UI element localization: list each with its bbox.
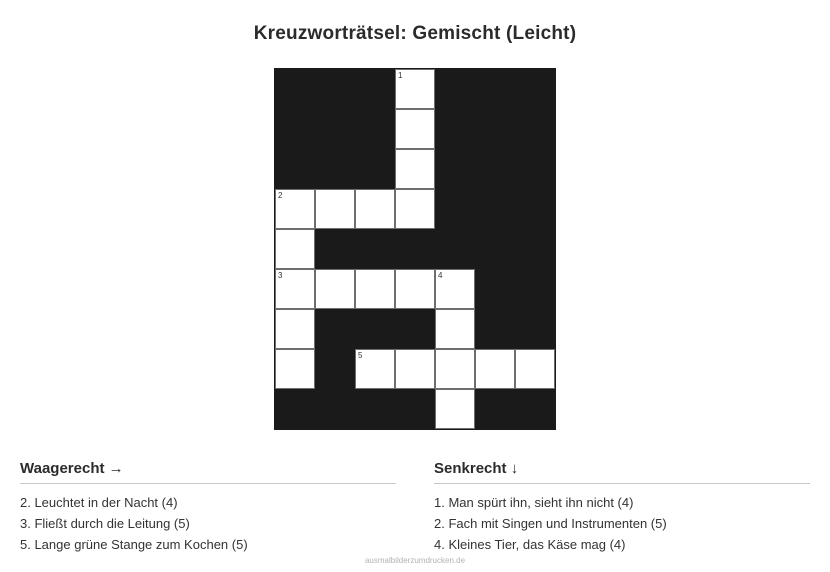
crossword-cell[interactable] bbox=[395, 349, 435, 389]
crossword-block bbox=[275, 69, 315, 109]
crossword-block bbox=[515, 149, 555, 189]
crossword-cell[interactable] bbox=[275, 309, 315, 349]
crossword-block bbox=[315, 149, 355, 189]
crossword-cell[interactable] bbox=[395, 149, 435, 189]
crossword-block bbox=[435, 229, 475, 269]
crossword-cell[interactable] bbox=[355, 269, 395, 309]
cell-number: 5 bbox=[358, 351, 363, 360]
crossword-cell[interactable] bbox=[355, 349, 395, 389]
clue-item: 5. Lange grüne Stange zum Kochen (5) bbox=[20, 537, 248, 552]
crossword-block bbox=[355, 229, 395, 269]
crossword-cell[interactable] bbox=[355, 189, 395, 229]
footer-watermark: ausmalbilderzumdrucken.de bbox=[364, 556, 466, 565]
clue-item: 1. Man spürt ihn, sieht ihn nicht (4) bbox=[434, 495, 634, 510]
crossword-cell[interactable] bbox=[315, 189, 355, 229]
crossword-cell[interactable] bbox=[395, 109, 435, 149]
crossword-block bbox=[315, 349, 355, 389]
crossword-cell[interactable] bbox=[315, 269, 355, 309]
crossword-block bbox=[435, 69, 475, 109]
crossword-block bbox=[315, 109, 355, 149]
clues-down-heading: Senkrecht ↓ bbox=[434, 460, 810, 484]
crossword-block bbox=[355, 109, 395, 149]
crossword-grid-container bbox=[0, 68, 830, 430]
clue-item: 3. Fließt durch die Leitung (5) bbox=[20, 516, 190, 531]
crossword-block bbox=[355, 69, 395, 109]
cell-number: 2 bbox=[278, 191, 283, 200]
crossword-cell[interactable] bbox=[395, 269, 435, 309]
crossword-block bbox=[475, 149, 515, 189]
crossword-cell[interactable] bbox=[275, 269, 315, 309]
crossword-block bbox=[395, 389, 435, 429]
clues-across-heading: Waagerecht → bbox=[20, 460, 396, 484]
crossword-block bbox=[475, 229, 515, 269]
crossword-block bbox=[435, 109, 475, 149]
crossword-cell[interactable] bbox=[515, 349, 555, 389]
crossword-block bbox=[515, 229, 555, 269]
crossword-cell[interactable] bbox=[435, 269, 475, 309]
crossword-grid[interactable] bbox=[274, 68, 556, 430]
crossword-block bbox=[355, 309, 395, 349]
crossword-cell[interactable] bbox=[475, 349, 515, 389]
crossword-cell[interactable] bbox=[275, 349, 315, 389]
cell-number: 3 bbox=[278, 271, 283, 280]
crossword-block bbox=[435, 189, 475, 229]
crossword-block bbox=[275, 149, 315, 189]
crossword-block bbox=[475, 389, 515, 429]
cell-number: 4 bbox=[438, 271, 443, 280]
crossword-block bbox=[355, 149, 395, 189]
crossword-block bbox=[395, 229, 435, 269]
crossword-block bbox=[395, 309, 435, 349]
crossword-block bbox=[475, 309, 515, 349]
crossword-block bbox=[275, 389, 315, 429]
crossword-block bbox=[355, 389, 395, 429]
clue-item: 2. Fach mit Singen und Instrumenten (5) bbox=[434, 516, 667, 531]
clues-down bbox=[434, 460, 810, 557]
crossword-cell[interactable] bbox=[275, 189, 315, 229]
crossword-block bbox=[435, 149, 475, 189]
crossword-block bbox=[475, 269, 515, 309]
crossword-block bbox=[275, 109, 315, 149]
crossword-cell[interactable] bbox=[435, 309, 475, 349]
crossword-block bbox=[315, 69, 355, 109]
clue-item: 4. Kleines Tier, das Käse mag (4) bbox=[434, 537, 626, 552]
crossword-block bbox=[515, 189, 555, 229]
crossword-block bbox=[315, 389, 355, 429]
crossword-block bbox=[515, 389, 555, 429]
crossword-block bbox=[515, 109, 555, 149]
crossword-cell[interactable] bbox=[275, 229, 315, 269]
clues-across bbox=[20, 460, 396, 557]
clues-section bbox=[0, 460, 830, 557]
crossword-block bbox=[315, 229, 355, 269]
crossword-block bbox=[515, 69, 555, 109]
crossword-block bbox=[515, 269, 555, 309]
crossword-block bbox=[475, 109, 515, 149]
crossword-block bbox=[475, 69, 515, 109]
page-title: Kreuzworträtsel: Gemischt (Leicht) bbox=[253, 23, 577, 44]
crossword-block bbox=[315, 309, 355, 349]
crossword-cell[interactable] bbox=[395, 69, 435, 109]
crossword-cell[interactable] bbox=[435, 389, 475, 429]
crossword-cell[interactable] bbox=[435, 349, 475, 389]
crossword-cell[interactable] bbox=[395, 189, 435, 229]
clue-item: 2. Leuchtet in der Nacht (4) bbox=[20, 495, 178, 510]
crossword-block bbox=[475, 189, 515, 229]
crossword-block bbox=[515, 309, 555, 349]
cell-number: 1 bbox=[398, 71, 403, 80]
